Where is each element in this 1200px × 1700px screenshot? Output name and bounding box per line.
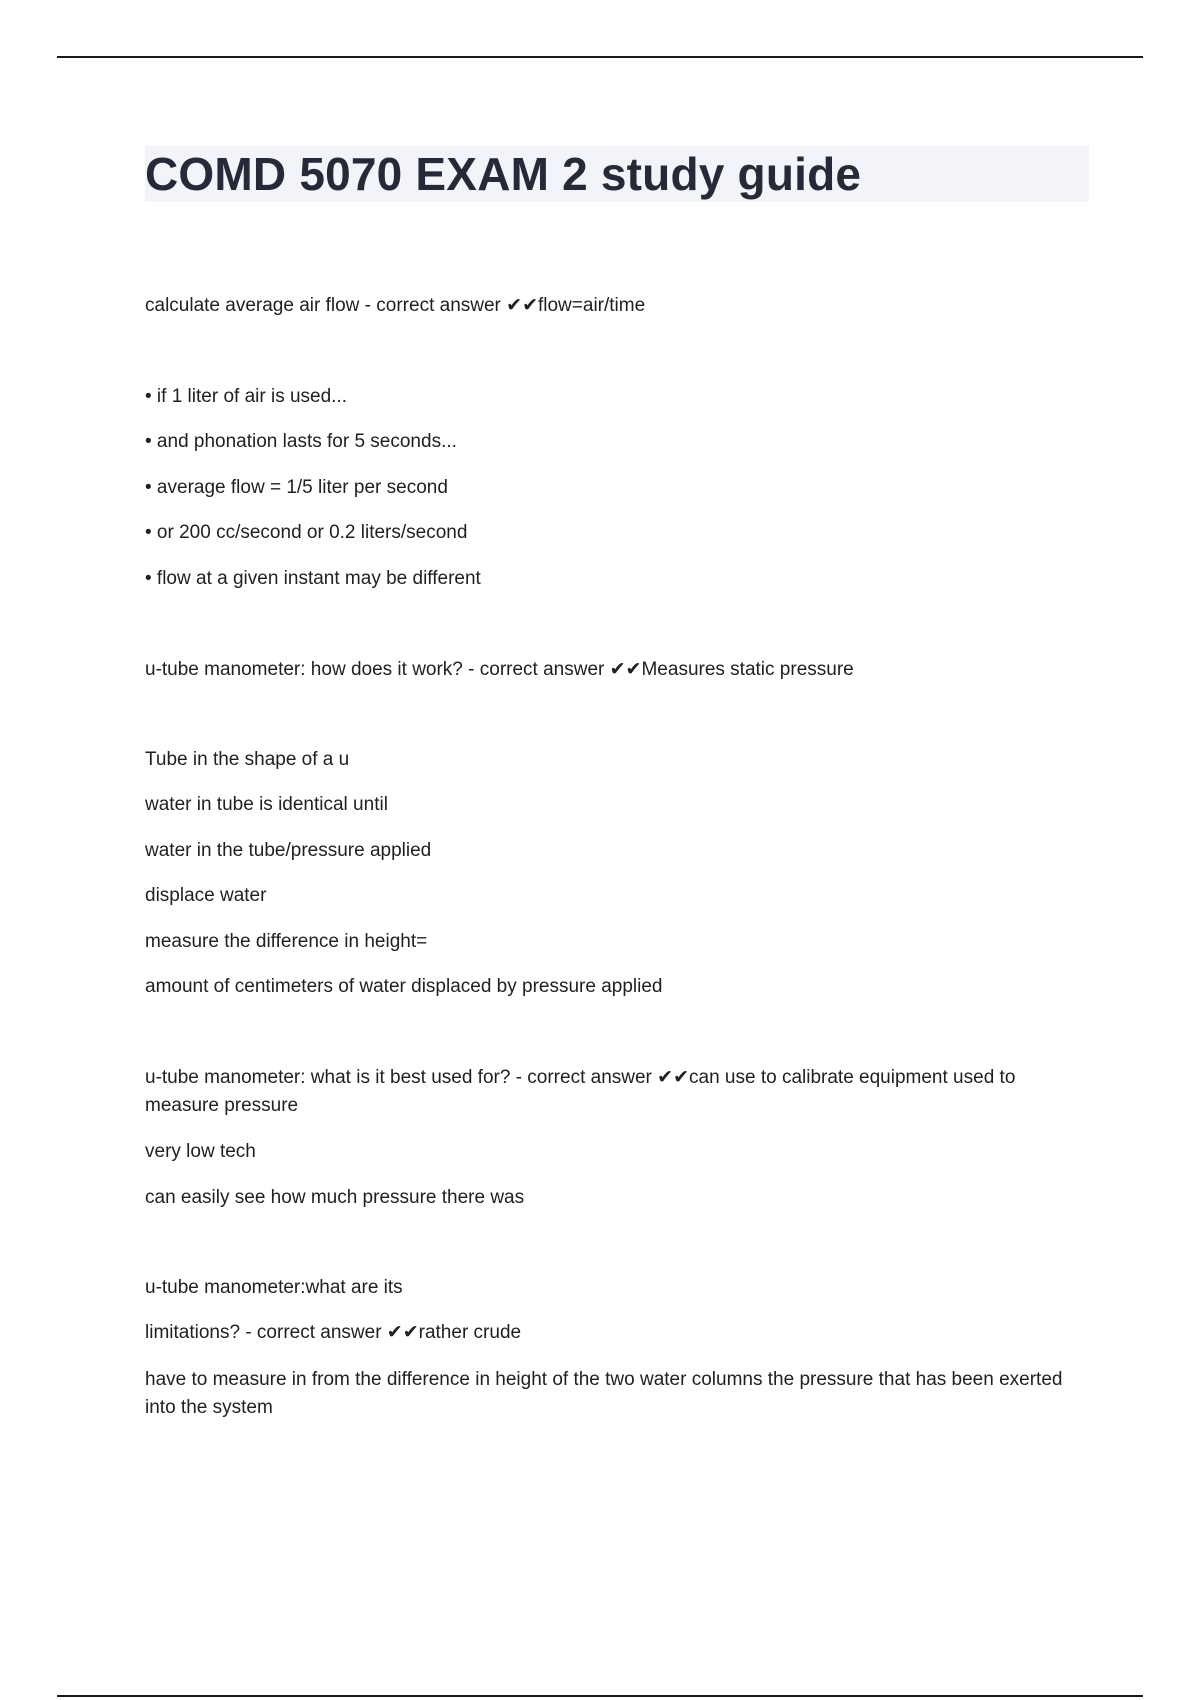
qa-question-4: u-tube manometer:what are its (145, 1277, 403, 1298)
qa-question-1: calculate average air flow - correct answer ✔✔flow=air/time (145, 295, 646, 316)
answer-line: have to measure in from the difference in height of the two water columns the pressure that has been exerted into the system (145, 1369, 1063, 1418)
qa-question-4-continued: limitations? - correct answer ✔✔rather crude (145, 1322, 522, 1343)
answer-line: water in the tube/pressure applied (145, 840, 432, 861)
answer-line: can easily see how much pressure there was (145, 1187, 525, 1208)
bullet-item: • if 1 liter of air is used... (145, 386, 348, 407)
header-rule (57, 56, 1143, 58)
document-title: COMD 5070 EXAM 2 study guide (145, 146, 1089, 202)
answer-line: measure the difference in height= (145, 931, 428, 952)
qa-question-2: u-tube manometer: how does it work? - correct answer ✔✔Measures static pressure (145, 659, 854, 680)
bullet-item: • and phonation lasts for 5 seconds... (145, 431, 457, 452)
qa-question-3: u-tube manometer: what is it best used for? - correct answer ✔✔can use to calibrate equipment used to measure pressure (145, 1067, 1016, 1116)
answer-line: displace water (145, 885, 267, 906)
footer-rule (57, 1695, 1143, 1697)
answer-line: very low tech (145, 1141, 256, 1162)
bullet-item: • or 200 cc/second or 0.2 liters/second (145, 522, 468, 543)
answer-line: water in tube is identical until (145, 794, 388, 815)
bullet-item: • average flow = 1/5 liter per second (145, 477, 448, 498)
bullet-item: • flow at a given instant may be different (145, 568, 481, 589)
answer-line: Tube in the shape of a u (145, 749, 350, 770)
answer-line: amount of centimeters of water displaced by pressure applied (145, 976, 663, 997)
